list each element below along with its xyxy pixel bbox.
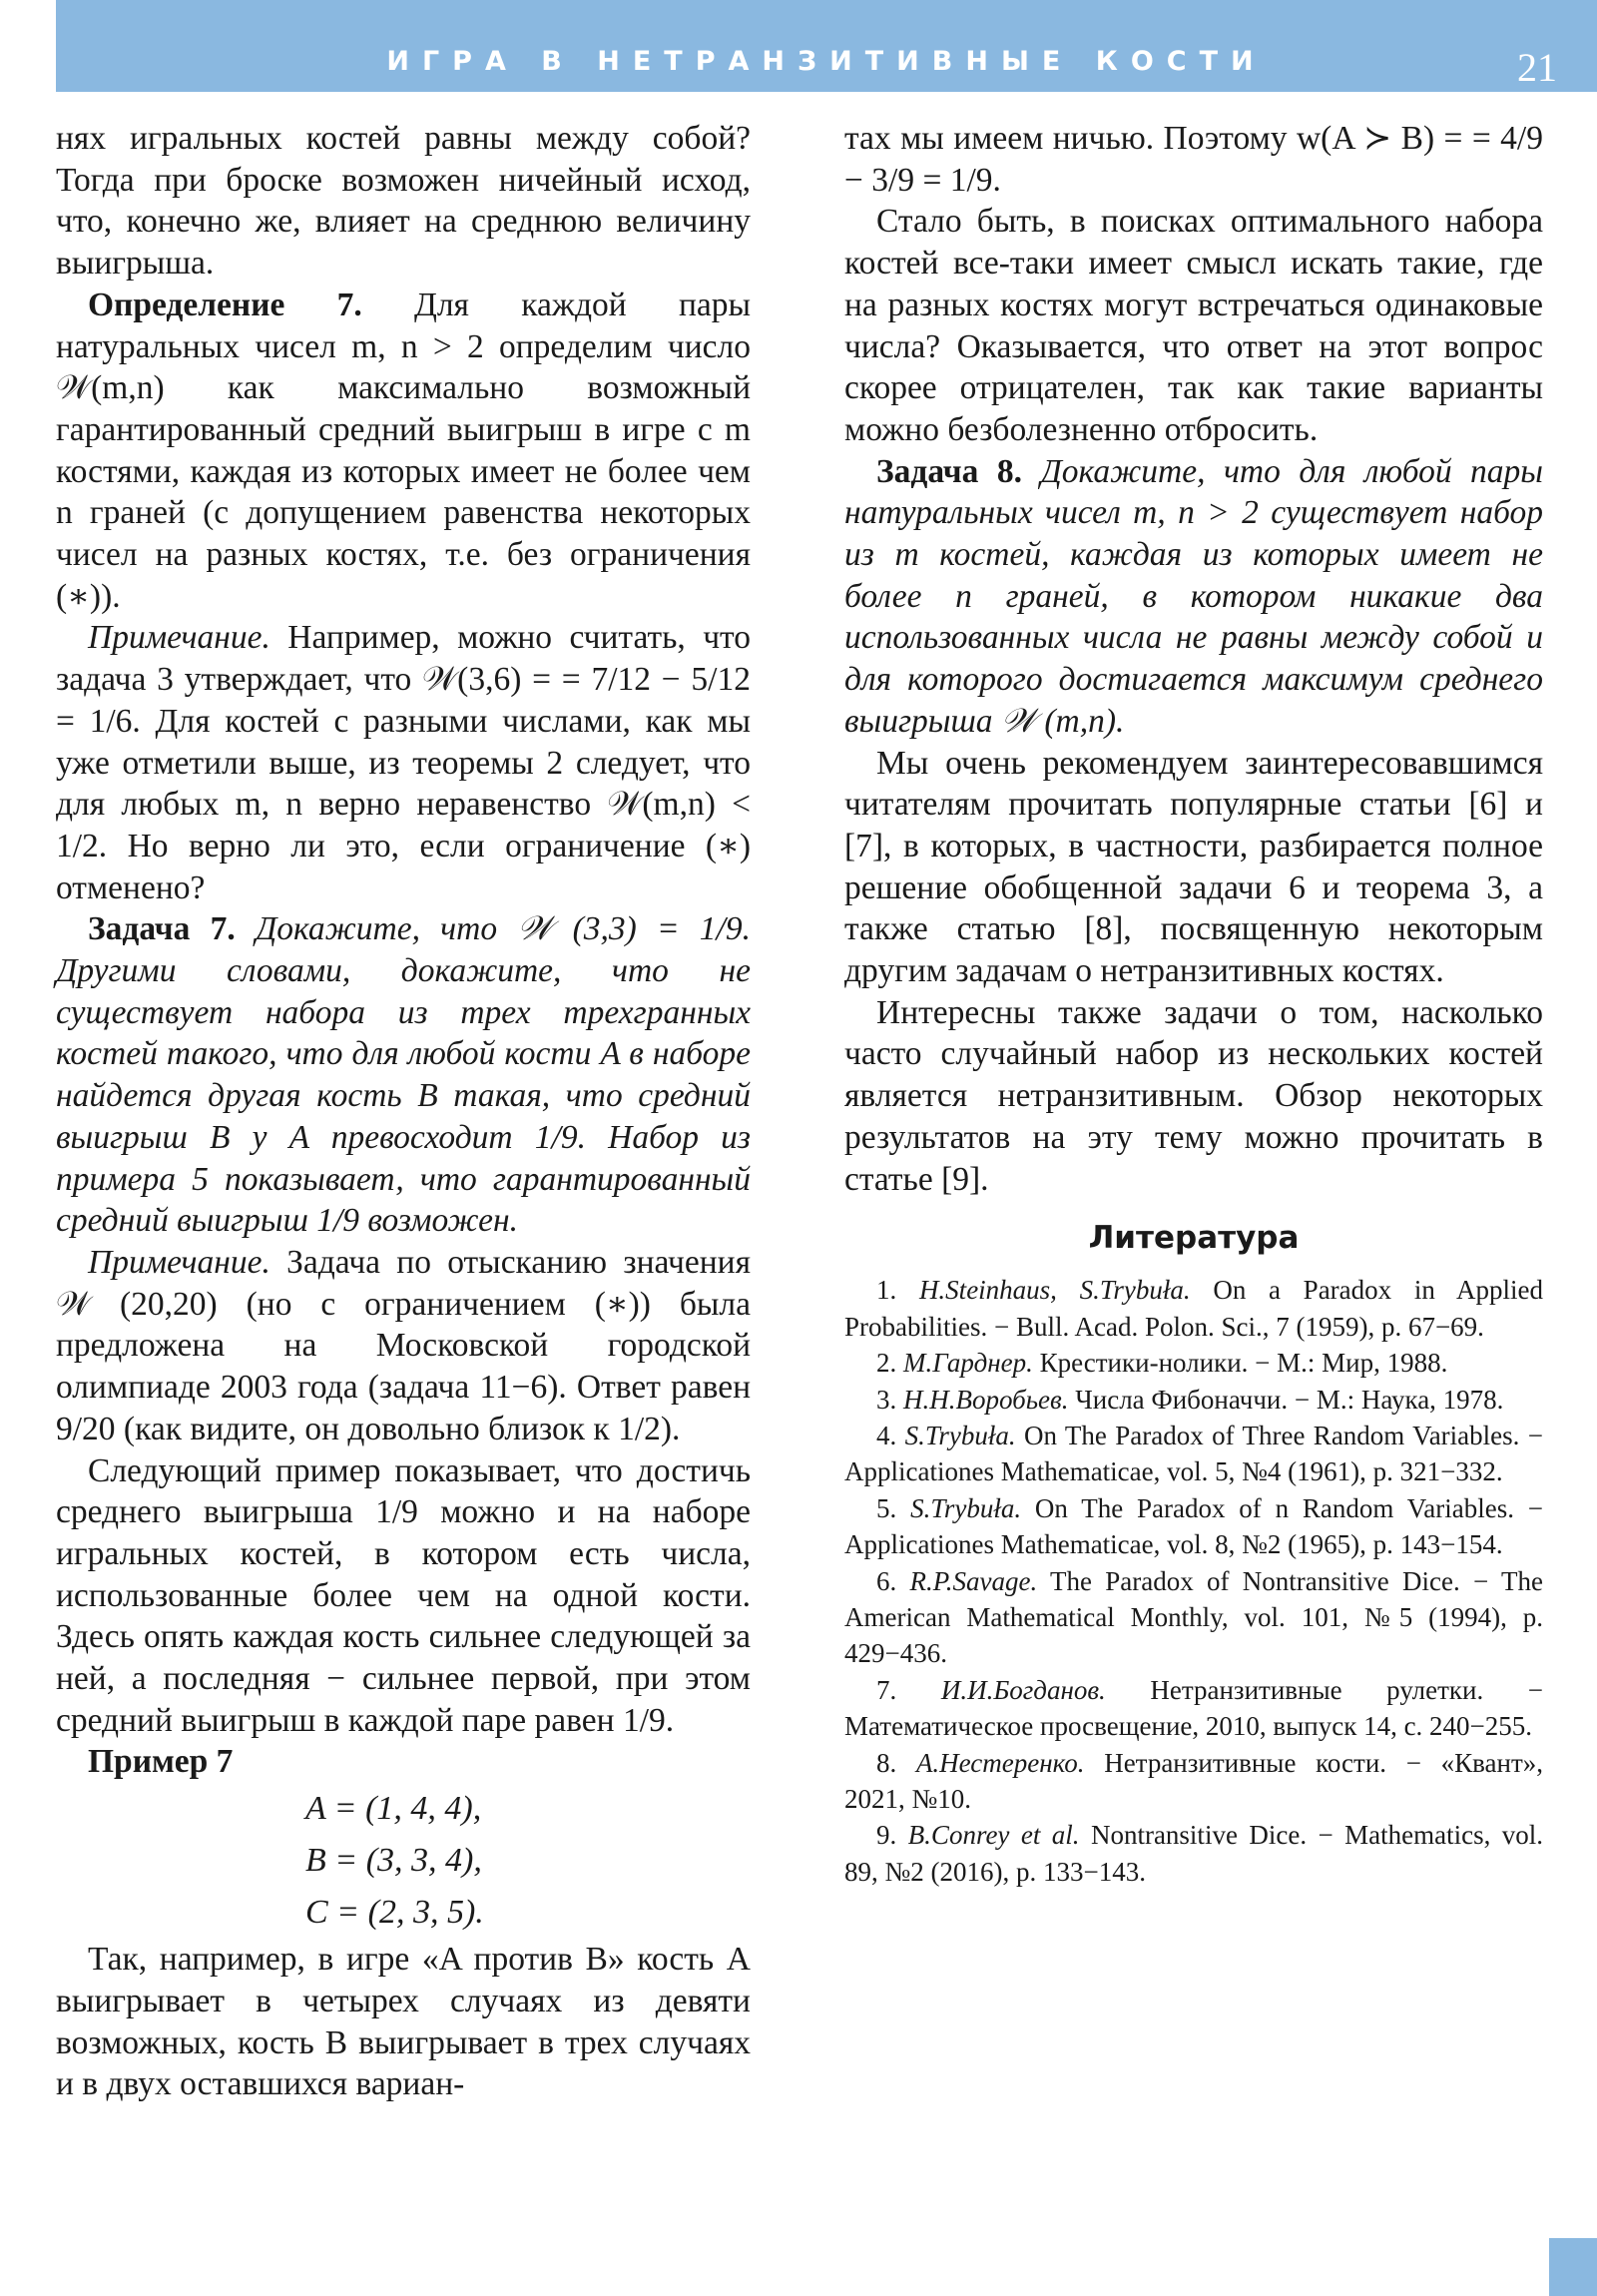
left-column: [56, 118, 751, 2105]
reference-number: 4.: [876, 1420, 897, 1450]
header-title: ИГРА В НЕТРАНЗИТИВНЫЕ КОСТИ: [386, 46, 1267, 77]
reference-item: [844, 1817, 1543, 1890]
task-8-label: Задача 8.: [876, 452, 1023, 490]
definition-7-label: Определение 7.: [88, 286, 362, 323]
note-2: [56, 1242, 751, 1450]
definition-7-text: Для каждой пары натуральных чисел m, n > 2 определим число 𝒲(m,n) как максимально возможный гарантированный средний выигрыш в игре с m костями, каждая из которых имеет не более чем n граней (с допущением равенства некоторых чисел на разных костях, т.е. без ограничения (∗)).: [56, 286, 751, 615]
reference-author: H.Steinhaus, S.Trybuła.: [918, 1275, 1191, 1306]
reference-text: On The Paradox of Three Random Variables. − Applicationes Mathematicae, vol. 5, №4 (1961), p. 321−332.: [844, 1420, 1543, 1487]
paragraph-draw: тах мы имеем ничью. Поэтому w(A ≻ B) = = 4/9 − 3/9 = 1/9.: [844, 120, 1543, 199]
definition-7: [56, 285, 751, 618]
reference-item: [844, 1745, 1543, 1818]
formula-b: B = (3, 3, 4),: [305, 1842, 482, 1880]
formula-a: A = (1, 4, 4),: [305, 1790, 482, 1828]
paragraph-next-example: Следующий пример показывает, что достичь среднего выигрыша 1/9 можно и на наборе игральных костей, в котором есть числа, использованные более чем на одной кости. Здесь опять каждая кость сильнее следующей за ней, а последняя − сильнее первой, при этом средний выигрыш в каждой паре равен 1/9.: [56, 1451, 751, 1739]
paragraph-interesting: Интересны также задачи о том, насколько часто случайный набор из нескольких костей является нетранзитивным. Обзор некоторых результатов на эту тему можно прочитать в статье [9].: [844, 993, 1543, 1198]
reference-author: B.Conrey et al.: [907, 1820, 1080, 1851]
reference-number: 6.: [876, 1565, 897, 1596]
note-2-text: Задача по отысканию значения 𝒲 (20,20) (но с ограничением (∗)) была предложена на Московской городской олимпиаде 2003 года (задача 11−6). Ответ равен 9/20 (как видите, он довольно близок к 1/2).: [56, 1243, 752, 1447]
reference-number: 9.: [876, 1820, 897, 1851]
reference-number: 8.: [876, 1747, 897, 1778]
reference-author: М.Гарднер.: [903, 1348, 1033, 1379]
reference-item: [844, 1345, 1543, 1381]
reference-item: [844, 1418, 1543, 1490]
example-7-heading: [56, 1741, 751, 1783]
reference-author: А.Нестеренко.: [915, 1747, 1085, 1778]
note-1: [56, 617, 751, 908]
formula-c: C = (2, 3, 5).: [305, 1894, 484, 1932]
reference-number: 2.: [876, 1348, 897, 1379]
reference-item: [844, 1563, 1543, 1672]
reference-item: [844, 1272, 1543, 1345]
reference-number: 3.: [876, 1384, 897, 1415]
task-7: [56, 908, 751, 1242]
corner-tab: [1549, 2238, 1597, 2296]
note-1-label: Примечание.: [88, 619, 270, 657]
note-1-text: Например, можно считать, что задача 3 утверждает, что 𝒲(3,6) = = 7/12 − 5/12 = 1/6. Для костей с разными числами, как мы уже отметили выше, из теоремы 2 следует, что для любых m, n верно неравенство 𝒲(m,n) < 1/2. Но верно ли это, если ограничение (∗) отменено?: [56, 619, 751, 906]
reference-number: 5.: [876, 1492, 897, 1523]
reference-author: И.И.Богданов.: [940, 1674, 1106, 1705]
reference-text: Нетранзитивные кости. − «Квант», 2021, №10.: [844, 1747, 1543, 1814]
note-2-label: Примечание.: [88, 1243, 270, 1281]
page-number: 21: [1517, 45, 1557, 90]
paragraph-continued: нях игральных костей равны между собой? Тогда при броске возможен ничейный исход, что, конечно же, влияет на среднюю величину выигрыша.: [56, 120, 751, 283]
right-column: [844, 118, 1543, 1890]
running-header: [56, 0, 1597, 92]
reference-author: R.P.Savage.: [909, 1565, 1038, 1596]
reference-text: Нетранзитивные рулетки. − Математическое просвещение, 2010, выпуск 14, с. 240−255.: [844, 1674, 1544, 1742]
reference-author: S.Trybuła.: [904, 1420, 1016, 1450]
reference-text: Nontransitive Dice. − Mathematics, vol. 89, №2 (2016), p. 133−143.: [844, 1820, 1544, 1887]
task-7-text: Докажите, что 𝒲 (3,3) = 1/9. Другими словами, докажите, что не существует набора из трех трехгранных костей такого, что для любой кости A в наборе найдется другая кость B такая, что средний выигрыш B у A превосходит 1/9. Набор из примера 5 показывает, что гарантированный средний выигрыш 1/9 возможен.: [56, 910, 751, 1240]
paragraph-last-left: Так, например, в игре «A против B» кость A выигрывает в четырех случаях из девяти возможных, кость B выигрывает в трех случаях и в двух оставшихся вариан-: [56, 1941, 751, 2103]
reference-text: On a Paradox in Applied Probabilities. − Bull. Acad. Polon. Sci., 7 (1959), p. 67−69.: [844, 1275, 1544, 1342]
reference-item: [844, 1490, 1543, 1563]
reference-text: Крестики-нолики. − М.: Мир, 1988.: [1039, 1348, 1448, 1379]
reference-text: The Paradox of Nontransitive Dice. − The American Mathematical Monthly, vol. 101, №5 (1994), p. 429−436.: [844, 1565, 1543, 1669]
reference-author: S.Trybuła.: [910, 1492, 1022, 1523]
reference-author: Н.Н.Воробьев.: [903, 1384, 1069, 1415]
task-8-text: Докажите, что для любой пары натуральных чисел m, n > 2 существует набор из m костей, каждая из которых имеет не более n граней, в котором никакие два использованных числа не равны между собой и для которого достигается максимум среднего выигрыша 𝒲 (m,n).: [844, 452, 1543, 740]
task-8: [844, 451, 1543, 743]
reference-number: 7.: [876, 1674, 897, 1705]
paragraph-optimal: Стало быть, в поисках оптимального набора костей все-таки имеет смысл искать такие, где на разных костях могут встречаться одинаковые числа? Оказывается, что ответ на этот вопрос скорее отрицателен, так как такие варианты можно безболезненно отбросить.: [844, 203, 1543, 448]
reference-number: 1.: [876, 1275, 897, 1306]
task-7-label: Задача 7.: [88, 910, 236, 948]
reference-item: [844, 1382, 1543, 1418]
paragraph-recommend: Мы очень рекомендуем заинтересовавшимся читателям прочитать популярные статьи [6] и [7], в которых, в частности, разбирается полное решение обобщенной задачи 6 и теорема 3, а также статью [8], посвященную некоторым другим задачам о нетранзитивных костях.: [844, 744, 1543, 990]
reference-item: [844, 1672, 1543, 1745]
references-heading: Литература: [1088, 1220, 1300, 1257]
example-7-label: Пример 7: [88, 1743, 234, 1781]
reference-text: Числа Фибоначчи. − М.: Наука, 1978.: [1075, 1384, 1504, 1415]
reference-text: On The Paradox of n Random Variables. − Applicationes Mathematicae, vol. 8, №2 (1965), p. 143−154.: [844, 1492, 1543, 1560]
references-list: [844, 1272, 1543, 1890]
